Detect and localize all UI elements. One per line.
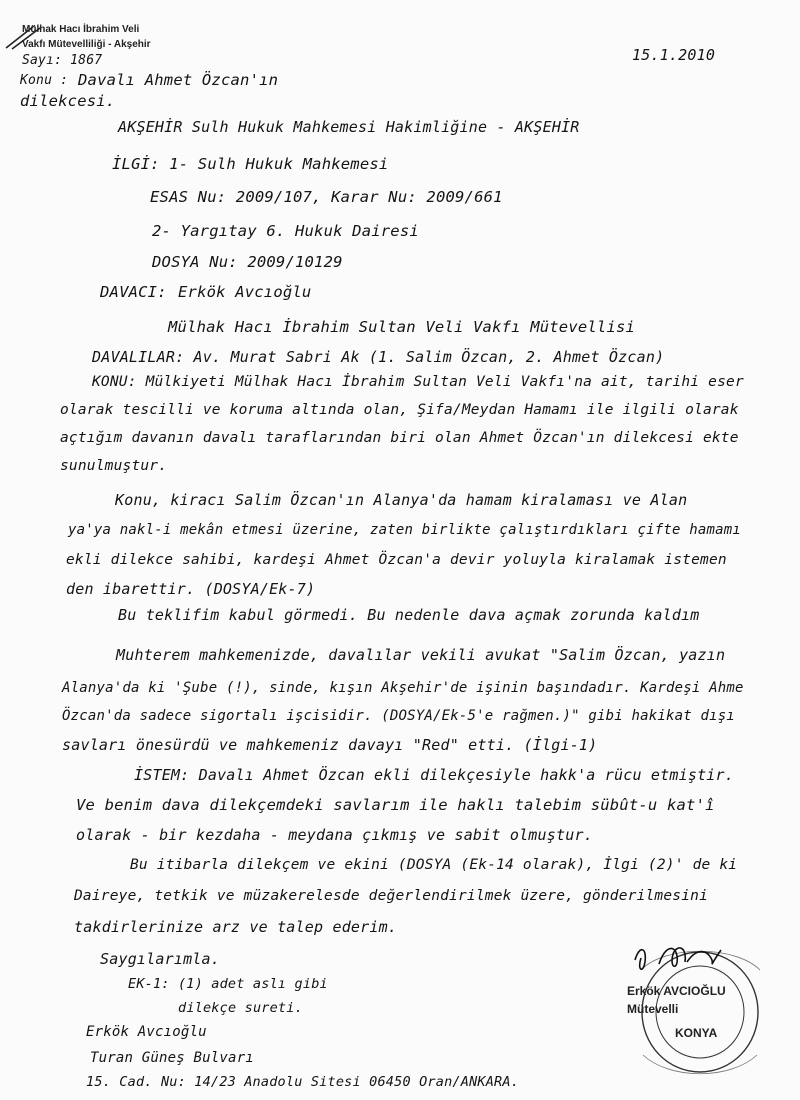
reference-line-4: DOSYA Nu: 2009/10129 [152, 253, 343, 271]
plaintiff-label: DAVACI: [100, 283, 167, 301]
body-p3-line-3: Özcan'da sadece sigortalı işcisidir. (DOSYA/Ek-5'e rağmen.)" gibi hakikat dışı [62, 708, 736, 724]
konu-line-1: KONU: Mülkiyeti Mülhak Hacı İbrahim Sultan Veli Vakfı'na ait, tarihi eser [92, 374, 744, 390]
sender-address-line-2: 15. Cad. Nu: 14/23 Anadolu Sitesi 06450 Oran/ANKARA. [86, 1074, 520, 1090]
konu-line-2: olarak tescilli ve koruma altında olan, Şifa/Meydan Hamamı ile ilgili olarak [60, 402, 739, 418]
body-p1-line-2: ya'ya nakl-i mekân etmesi üzerine, zaten birlikte çalıştırdıkları çifte hamamı [68, 522, 742, 538]
document-number: Sayı: 1867 [22, 53, 103, 68]
addressee-line: AKŞEHİR Sulh Hukuk Mahkemesi Hakimliğine - AKŞEHİR [118, 118, 580, 136]
body-p5-line-2: Daireye, tetkik ve müzakerelesde değerlendirilmek üzere, gönderilmesini [74, 888, 709, 904]
org-line-2: Vakfı Mütevelliliği - Akşehir [22, 39, 151, 50]
body-p1-line-3: ekli dilekce sahibi, kardeşi Ahmet Özcan'a devir yoluyla kiralamak istemen [66, 552, 727, 568]
enclosure-line-1: EK-1: (1) adet aslı gibi [128, 976, 328, 992]
body-p1-line-4: den ibarettir. (DOSYA/Ek-7) [66, 580, 316, 598]
subject-line-2: dilekcesi. [20, 92, 116, 110]
enclosure-line-2: dilekçe sureti. [178, 1000, 303, 1016]
document-date: 15.1.2010 [632, 46, 716, 64]
reference-line-3: 2- Yargıtay 6. Hukuk Dairesi [152, 222, 419, 240]
plaintiff-name: Erkök Avcıoğlu [178, 283, 312, 301]
sender-name: Erkök Avcıoğlu [86, 1024, 207, 1040]
stamp-name: Erkök AVCIOĞLU [627, 984, 726, 998]
body-p2-line-1: Bu teklifim kabul görmedi. Bu nedenle dava açmak zorunda kaldım [118, 606, 700, 624]
org-line-1: Mülhak Hacı İbrahim Veli [22, 24, 140, 35]
subject-line-1: Davalı Ahmet Özcan'ın [78, 71, 279, 89]
sender-address-line-1: Turan Güneş Bulvarı [90, 1050, 254, 1066]
defendants-line: DAVALILAR: Av. Murat Sabri Ak (1. Salim Özcan, 2. Ahmet Özcan) [92, 348, 665, 366]
body-p3-line-4: savları önesürdü ve mahkemeniz davayı "Red" etti. (İlgi-1) [62, 736, 598, 754]
body-p5-line-1: Bu itibarla dilekçem ve ekini (DOSYA (Ek-14 olarak), İlgi (2)' de ki [130, 857, 738, 873]
body-p4-line-1: İSTEM: Davalı Ahmet Özcan ekli dilekçesiyle hakk'a rücu etmiştir. [134, 766, 734, 784]
konu-line-3: açtığım davanın davalı taraflarından biri olan Ahmet Özcan'ın dilekcesi ekte [60, 430, 739, 446]
konu-line-4: sunulmuştur. [60, 458, 168, 474]
subject-prefix: Konu : [20, 73, 69, 88]
reference-line-2: ESAS Nu: 2009/107, Karar Nu: 2009/661 [150, 188, 503, 206]
body-p3-line-2: Alanya'da ki 'Şube (!), sinde, kışın Akşehir'de işinin başındadır. Kardeşi Ahme [62, 680, 744, 696]
body-p4-line-2: Ve benim dava dilekçemdeki savlarım ile haklı talebim sübût-u kat'î [76, 796, 715, 814]
stamp-city: KONYA [675, 1026, 718, 1040]
body-p1-line-1: Konu, kiracı Salim Özcan'ın Alanya'da hamam kiralaması ve Alan [115, 491, 688, 509]
body-p3-line-1: Muhterem mahkemenizde, davalılar vekili avukat "Salim Özcan, yazın [116, 646, 726, 664]
body-p5-line-3: takdirlerinize arz ve talep ederim. [74, 918, 398, 936]
official-stamp [605, 930, 795, 1080]
stamp-title: Mütevelli [627, 1002, 679, 1016]
closing-salutation: Saygılarımla. [100, 950, 220, 968]
plaintiff-title: Mülhak Hacı İbrahim Sultan Veli Vakfı Mütevellisi [168, 318, 636, 336]
body-p4-line-3: olarak - bir kezdaha - meydana çıkmış ve sabit olmuştur. [76, 826, 593, 844]
reference-line-1: İLGİ: 1- Sulh Hukuk Mahkemesi [112, 155, 389, 173]
